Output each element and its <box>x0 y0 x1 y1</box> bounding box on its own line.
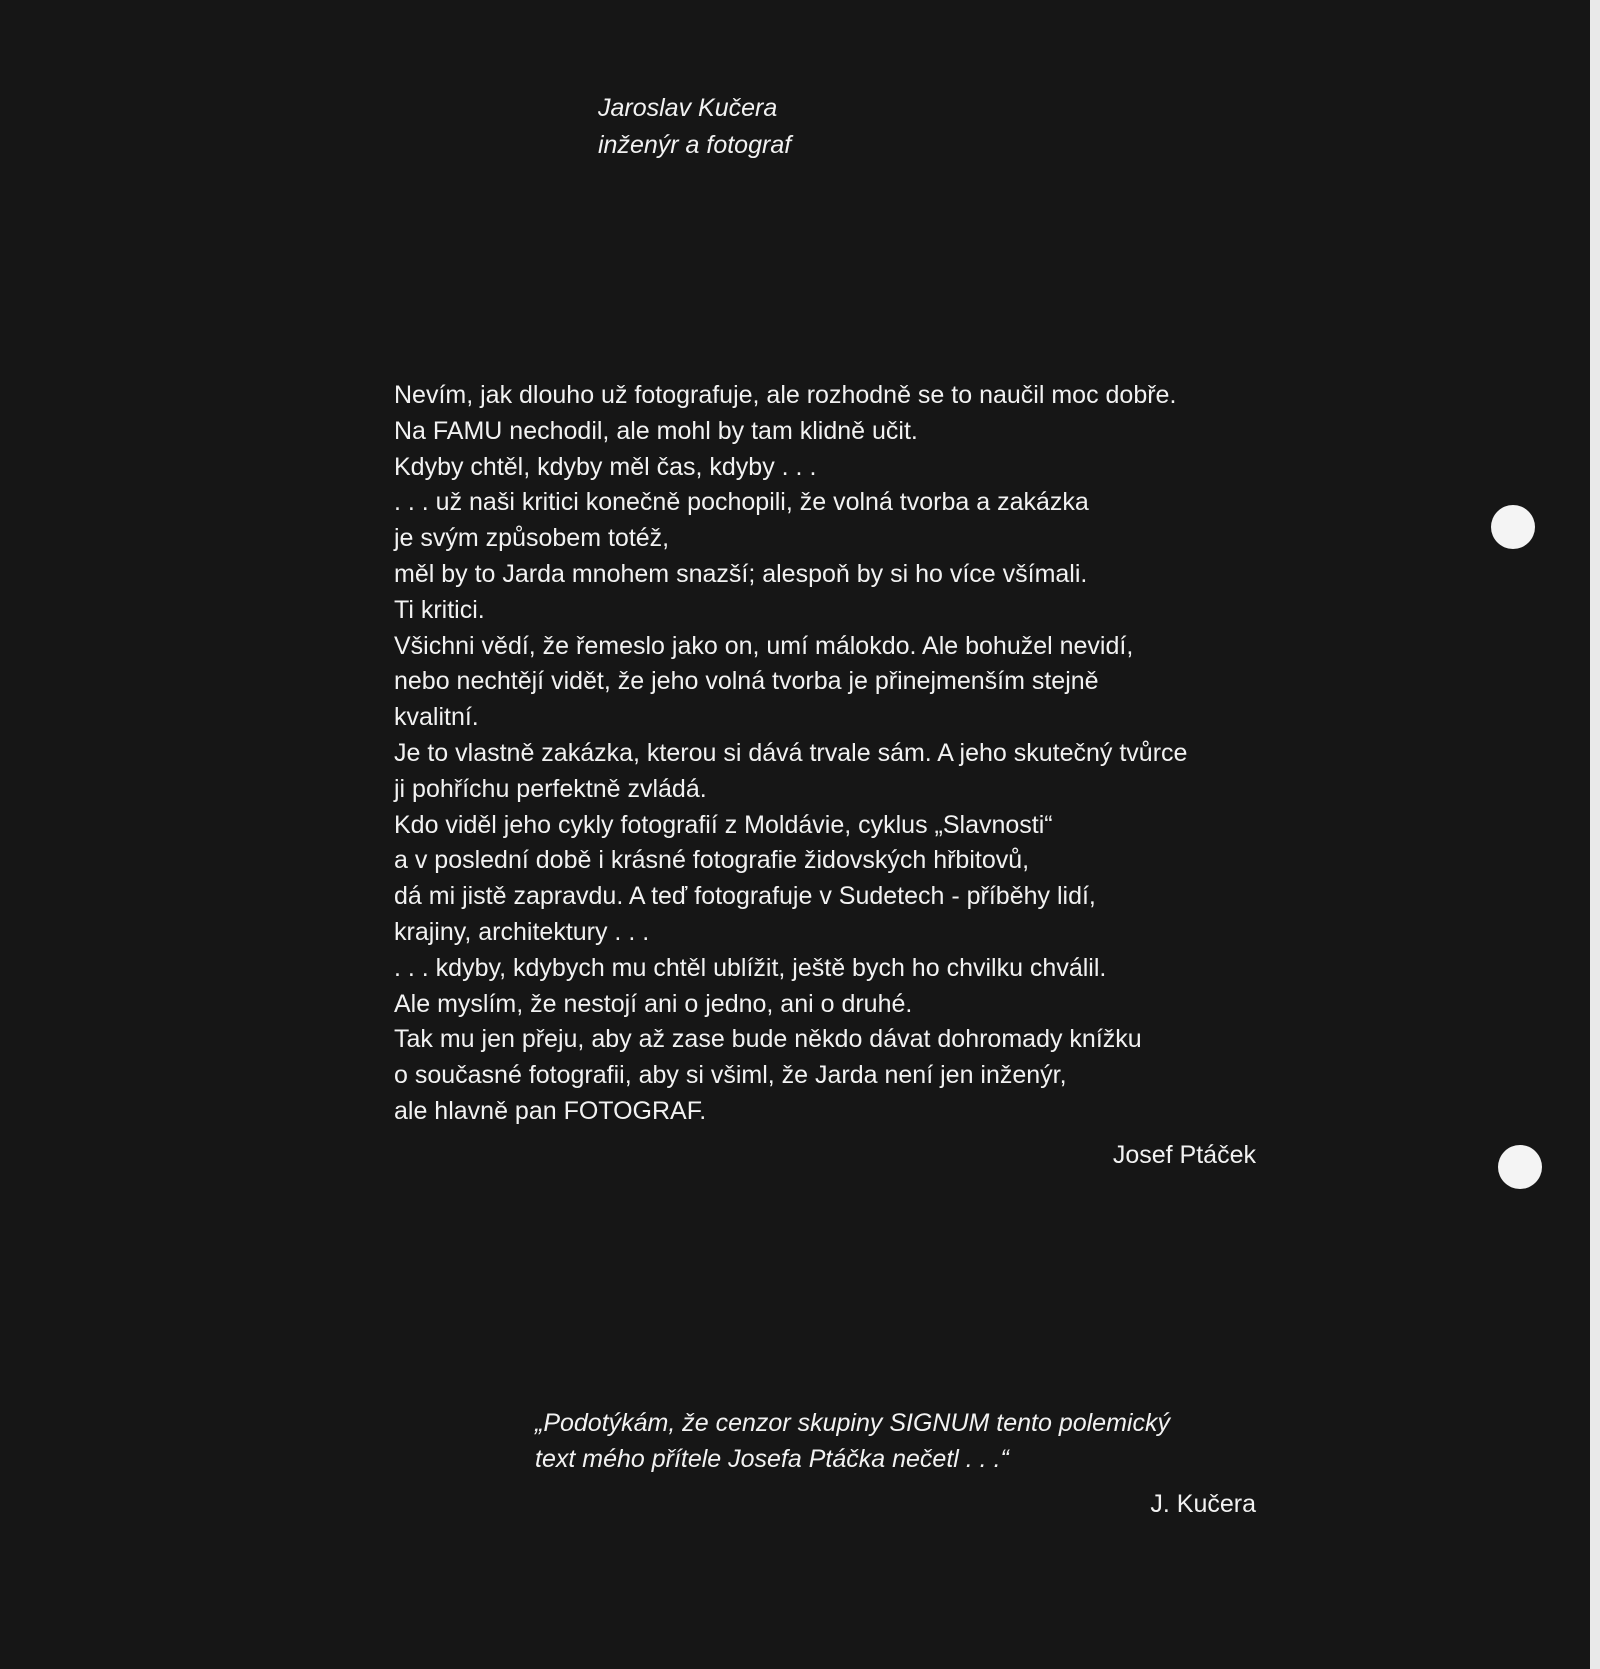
essay-signature: Josef Ptáček <box>1112 1141 1256 1169</box>
essay-line: krajiny, architektury . . . <box>394 917 650 946</box>
essay-line: je svým způsobem totéž, <box>394 524 670 553</box>
author-header <box>598 90 791 164</box>
essay-line: nebo nechtějí vidět, že jeho volná tvorba je přinejmenším stejně <box>394 667 1099 696</box>
essay-line: . . . kdyby, kdybych mu chtěl ublížit, ještě bych ho chvilku chválil. <box>394 953 1107 982</box>
essay-line: Kdyby chtěl, kdyby měl čas, kdyby . . . <box>394 452 817 481</box>
punch-hole-bottom <box>1498 1145 1542 1189</box>
note-line: text mého přítele Josefa Ptáčka nečetl . . .“ <box>535 1445 1009 1473</box>
essay-line: dá mi jistě zapravdu. A teď fotografuje v Sudetech - příběhy lidí, <box>394 882 1096 911</box>
essay-line: ale hlavně pan FOTOGRAF. <box>394 1096 707 1125</box>
note-signature: J. Kučera <box>1150 1490 1256 1518</box>
essay-line: Ti kritici. <box>394 595 485 624</box>
essay-line: Na FAMU nechodil, ale mohl by tam klidně učit. <box>394 416 918 445</box>
essay-line: Tak mu jen přeju, aby až zase bude někdo dávat dohromady knížku <box>394 1025 1142 1054</box>
essay-line: o současné fotografii, aby si všiml, že Jarda není jen inženýr, <box>394 1061 1067 1090</box>
page-edge <box>1590 0 1600 1669</box>
author-name: Jaroslav Kučera <box>598 94 778 122</box>
punch-hole-top <box>1491 505 1535 549</box>
censor-note <box>535 1405 1170 1477</box>
author-profession: inženýr a fotograf <box>598 131 792 159</box>
essay-line: kvalitní. <box>394 703 479 732</box>
note-line: „Podotýkám, že cenzor skupiny SIGNUM tento polemický <box>535 1409 1170 1437</box>
essay-line: Ale myslím, že nestojí ani o jedno, ani o druhé. <box>394 989 913 1018</box>
essay-line: ji pohříchu perfektně zvládá. <box>394 774 707 803</box>
essay-line: Kdo viděl jeho cykly fotografií z Moldávie, cyklus „Slavnosti“ <box>394 810 1053 839</box>
essay-text <box>394 378 1334 1130</box>
essay-line: Všichni vědí, že řemeslo jako on, umí málokdo. Ale bohužel nevidí, <box>394 631 1134 660</box>
essay-line: Je to vlastně zakázka, kterou si dává trvale sám. A jeho skutečný tvůrce <box>394 738 1188 767</box>
essay-line: měl by to Jarda mnohem snazší; alespoň by si ho více všímali. <box>394 559 1088 588</box>
essay-line: a v poslední době i krásné fotografie židovských hřbitovů, <box>394 846 1030 875</box>
essay-line: Nevím, jak dlouho už fotografuje, ale rozhodně se to naučil moc dobře. <box>394 381 1177 409</box>
essay-line: . . . už naši kritici konečně pochopili, že volná tvorba a zakázka <box>394 488 1089 517</box>
